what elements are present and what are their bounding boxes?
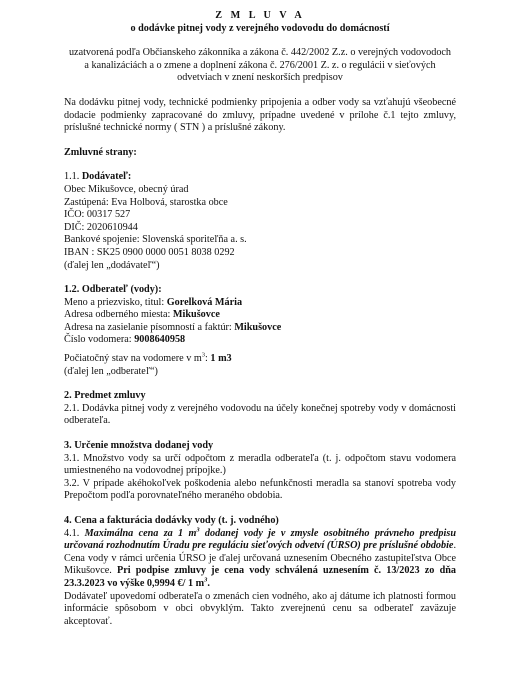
supplier-line: Zastúpená: Eva Holbová, starostka obce [64, 196, 228, 208]
supplier-line: DIČ: 2020610944 [64, 221, 138, 233]
section-3-paragraph-2: 3.2. V prípade akéhokoľvek poškodenia alebo nefunkčnosti meradla sa stanoví spotreba vody Prepočtom podľa porovnateľného meraného obdobia. [64, 477, 456, 502]
customer-mail-address: Adresa na zasielanie písomností a faktúr: Mikušovce [64, 321, 282, 333]
legal-basis-line: uzatvorená podľa Občianskeho zákonníka a zákona č. 442/2002 Z.z. o verejných vodovodoch [68, 47, 452, 59]
supplier-line: Bankové spojenie: Slovenská sporiteľňa a. s. [64, 234, 247, 246]
customer-name: Meno a priezvisko, titul: Gorelková Mária [64, 296, 243, 308]
supplier-section [64, 171, 456, 272]
legal-basis-line: a kanalizáciách a o zmene a doplnení zákona č. 276/2001 Z. z. o regulácii v sieťových [84, 59, 436, 71]
legal-basis [64, 47, 456, 85]
section-4-heading: 4. Cena a fakturácia dodávky vody (t. j. vodného) [64, 515, 279, 526]
supplier-line: IBAN : SK25 0900 0000 0051 8038 0292 [64, 246, 235, 258]
section-3-heading: 3. Určenie množstva dodanej vody [64, 440, 214, 452]
parties-heading: Zmluvné strany: [64, 146, 137, 158]
customer-address: Adresa odberného miesta: Mikušovce [64, 309, 220, 321]
customer-meter-number: Číslo vodomera: 9008640958 [64, 334, 186, 346]
section-3 [64, 440, 456, 503]
section-4-paragraph-2: Dodávateľ upovedomí odberateľa o zmenách cien vodného, ako aj dátume ich platnosti formou informácie spôsobom v obci obvyklým. Takto zverejnenú cenu sa odberateľ zaväzuje akceptovať. [64, 590, 456, 627]
section-4-paragraph-1: 4.1. Maximálna cena za 1 $m^3$ dodanej vody je v zmysle osobitného právneho predpisu určovaná rozhodnutím Úradu pre reguláciu sieťových odvetví (ÚRSO) pre príslušné obdobie. Cena vody v rámci určenia ÚRSO je ďalej určovaná uznesením Obecného zastupiteľstva Obce Mikušovce. Pri podpise zmluvy je cena vody schválená uznesením č. 13/2023 zo dňa 23.3.2023 vo výške 0,9994 €/ 1 $m^3$. [64, 526, 456, 589]
document-title: Z M L U V A [215, 10, 305, 21]
section-2-heading: 2. Predmet zmluvy [64, 390, 146, 402]
customer-section [64, 284, 456, 378]
supplier-line: IČO: 00317 527 [64, 209, 131, 221]
section-3-paragraph-1: 3.1. Množstvo vody sa určí odpočtom z meradla odberateľa (t. j. odpočtom stavu vodomera umiestneného na vodovodnej prípojke.) [64, 452, 456, 477]
customer-meter-state: Počiatočný stav na vodomere v $m^3$: 1 m3 [64, 351, 232, 365]
section-4 [64, 515, 456, 628]
supplier-line: Obec Mikušovce, obecný úrad [64, 183, 189, 195]
document-subtitle: o dodávke pitnej vody z verejného vodovodu do domácností [130, 22, 390, 34]
intro-paragraph: Na dodávku pitnej vody, technické podmienky pripojenia a odber vody sa vzťahujú všeobecné dodacie podmienky zapracované do zmluvy, prípadne uvedené v prílohe č.1 tejto zmluvy, príslušné technické normy ( STN ) a príslušné zákony. [64, 96, 456, 134]
section-2 [64, 390, 456, 428]
supplier-line: (ďalej len „dodávateľ“) [64, 259, 160, 271]
customer-alias: (ďalej len „odberateľ“) [64, 365, 158, 377]
supplier-heading: 1.1. Dodávateľ: [64, 171, 132, 183]
customer-heading: 1.2. Odberateľ (vody): [64, 284, 162, 296]
section-2-text: 2.1. Dodávka pitnej vody z verejného vodovodu na účely konečnej spotreby vody v domácnosti odberateľa. [64, 402, 456, 427]
legal-basis-line: odvetviach v znení neskorších predpisov [177, 72, 343, 84]
